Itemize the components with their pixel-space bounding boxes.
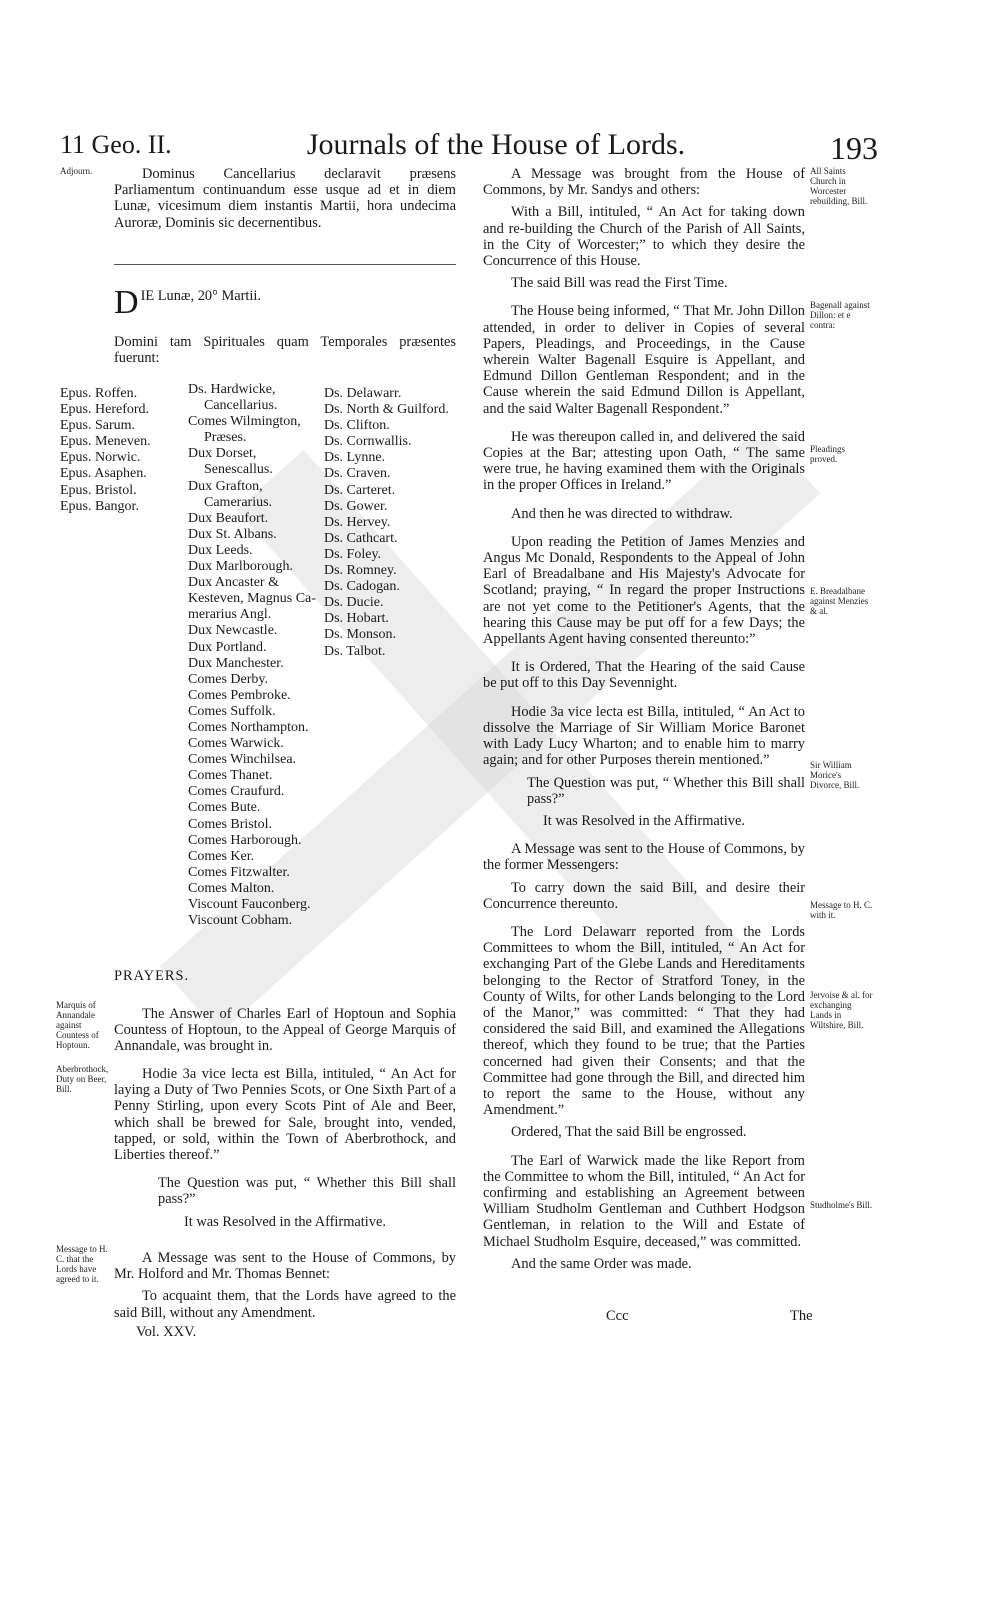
lord-entry: Ds. Hervey. [324, 514, 391, 530]
margin-note-bagenall: Bagenall against Dillon: et e contra: [810, 300, 870, 330]
lord-entry: Viscount Cobham. [188, 913, 293, 929]
paragraph-dillon-informed: The House being informed, “ That Mr. John Dillon attended, in order to deliver in Copies of several Papers, Pleadings, and Proceedings, in the Cause wherein Walter Bagenall Esquire is Appellant, and Edmund Dillon Gentleman Respondent; and in the Cause wherein the said Edmund Dillon is Appellant, and the said Walter Bagenall Respondent.” [483, 303, 805, 417]
lord-entry: Dux Beaufort. [188, 510, 269, 526]
paragraph-warwick-report: The Earl of Warwick made the like Report from the Committee to whom the Bill, intituled, “ An Act for confirming and establishing an Agreement between William Studholm Gentleman and Cuthbert Hodgson Gentleman, in relation to the Will and Estate of Michael Studholm Esquire, deceased,” was committed. [483, 1152, 805, 1250]
margin-note-breadalbane: E. Breadalbane against Menzies & al. [810, 586, 869, 616]
margin-note-jervoise: Jervoise & al. for exchanging Lands in Wiltshire, Bill. [810, 990, 873, 1030]
lord-entry: Dux Newcastle. [188, 623, 278, 639]
lord-entry: Viscount Fauconberg. [188, 897, 311, 912]
lord-entry: Comes Craufurd. [188, 784, 285, 800]
lord-entry: Ds. Talbot. [324, 643, 386, 659]
paragraph-first-reading: The said Bill was read the First Time. [511, 275, 728, 292]
adjourn-text: Dominus Cancellarius declaravit præsens Parliamentum continuandum esse usque ad et in diem Lunæ, vicesimum diem instantis Martii, hora undecima Auroræ, Dominis sic decernentibus. [114, 166, 456, 231]
lord-entry: Comes Bristol. [188, 816, 273, 832]
paragraph-delawarr-report: The Lord Delawarr reported from the Lords Committees to whom the Bill, intituled, “ An Act for exchanging Part of the Glebe Lands and Hereditaments belonging to the Rector of Stratford Toney, in the County of Wilts, for other Lands belonging to the Lord of the Manor,” was committed: “ That they had considered the said Bill, and examined the Allegations thereof, which they found to be true; that the Parties concerned had given their Consents; and that the Committee had gone through the Bill, and directed him to report the same to the House, without any Amendment.” [483, 923, 805, 1119]
margin-note-adjourn: Adjourn. [60, 166, 93, 176]
lord-entry: Comes Ker. [188, 848, 255, 864]
lord-entry: Ds. Cathcart. [324, 530, 398, 546]
lord-entry: merarius Angl. [188, 607, 272, 623]
lord-entry: Comes Thanet. [188, 768, 273, 784]
lord-entry: Ds. Hobart. [324, 611, 389, 627]
paragraph-same-order: And the same Order was made. [511, 1255, 692, 1272]
lord-entry: Dux Leeds. [188, 542, 253, 558]
lord-entry: Ds. Lynne. [324, 450, 386, 466]
date-heading [114, 284, 456, 321]
bishop-entry: Epus. Roffen. [60, 386, 138, 401]
paragraph-hearing-ordered: It is Ordered, That the Hearing of the said Cause be put off to this Day Sevennight. [483, 659, 805, 692]
lord-entry: Comes Northampton. [188, 719, 309, 735]
present-heading: Domini tam Spirituales quam Temporales præsentes fuerunt: [114, 334, 456, 367]
paragraph-worcester-bill: With a Bill, intituled, “ An Act for taking down and re-building the Church of the Parish of All Saints, in the City of Worcester;” to which they desire the Concurrence of this House. [483, 204, 805, 270]
bishop-entry: Epus. Hereford. [60, 402, 150, 418]
paragraph-question: The Question was put, “ Whether this Bill shall pass?” [527, 774, 805, 807]
lord-entry: Comes Fitzwalter. [188, 864, 290, 880]
adjourn-paragraph [114, 166, 456, 231]
lord-entry: Ds. Cadogan. [324, 579, 400, 595]
page-number: 193 [830, 130, 878, 166]
catchword: The [790, 1308, 813, 1324]
bishop-entry: Epus. Meneven. [60, 434, 151, 450]
paragraph-morice-bill: Hodie 3a vice lecta est Billa, intituled, “ An Act to dissolve the Marriage of Sir William Morice Baronet with Lady Lucy Wharton; and to enable him to marry again; and for other Purposes therein mentioned.” [483, 703, 805, 769]
date-dropcap: D [114, 284, 139, 321]
annandale-text: The Answer of Charles Earl of Hoptoun and Sophia Countess of Hoptoun, to the Appeal of George Marquis of Annandale, was brought in. [114, 1006, 456, 1055]
lord-entry: Ds. Delawarr. [324, 386, 402, 401]
right-column [483, 166, 805, 1272]
lord-entry: Cancellarius. [204, 398, 278, 414]
lord-entry: Ds. Gower. [324, 498, 388, 514]
lord-entry: Ds. Hardwicke, [188, 382, 276, 397]
aberbrothock-block [114, 1066, 456, 1230]
margin-note-studholme: Studholme's Bill. [810, 1200, 873, 1210]
aberbrothock-text: Hodie 3a vice lecta est Billa, intituled, “ An Act for laying a Duty of Two Pennies Scots, or One Sixth Part of a Penny Stirling, upon every Scots Pint of Ale and Beer, which shall be brewed for Sale, brought into, vended, tapped, or sold, within the Town of Aberbrothock, and Liberties thereof.” [114, 1066, 456, 1164]
lord-entry: Dux Portland. [188, 639, 267, 655]
margin-note-message: Message to H. C. that the Lords have agreed to it. [56, 1244, 108, 1284]
lord-entry: Comes Suffolk. [188, 703, 276, 719]
lord-entry: Ds. Clifton. [324, 418, 390, 434]
lord-entry: Ds. Foley. [324, 546, 382, 562]
lord-entry: Ds. Monson. [324, 627, 396, 643]
lord-entry: Ds. North & Guilford. [324, 402, 449, 418]
lord-entry: Ds. Ducie. [324, 595, 384, 611]
lord-entry: Ds. Carteret. [324, 482, 396, 498]
margin-note-aberbrothock: Aberbrothock, Duty on Beer, Bill. [56, 1064, 109, 1094]
margin-note-worcester: All Saints Church in Worcester rebuilding, Bill. [810, 166, 868, 206]
margin-note-morice: Sir William Morice's Divorce, Bill. [810, 760, 860, 790]
annandale-paragraph [114, 1006, 456, 1055]
lord-entry: Præses. [204, 430, 247, 446]
lord-entry: Dux St. Albans. [188, 526, 277, 542]
prayers-heading: PRAYERS. [114, 968, 190, 984]
paragraph-message-commons: A Message was brought from the House of Commons, by Mr. Sandys and others: [483, 166, 805, 199]
section-divider [114, 264, 456, 265]
message-block [114, 1250, 456, 1321]
lord-entry: Dux Manchester. [188, 655, 284, 671]
lord-entry: Comes Warwick. [188, 736, 284, 752]
margin-note-message-hc: Message to H. C. with it. [810, 900, 873, 920]
lord-entry: Comes Pembroke. [188, 687, 291, 703]
volume-label: Vol. XXV. [136, 1324, 197, 1340]
lord-entry: Senescallus. [204, 462, 273, 478]
question-text: The Question was put, “ Whether this Bill shall pass?” [158, 1175, 456, 1208]
date-text: IE Lunæ, 20° Martii. [140, 288, 262, 304]
lord-entry: Comes Harborough. [188, 832, 302, 848]
bishop-entry: Epus. Asaphen. [60, 466, 147, 482]
lord-entry: Dux Grafton, [188, 478, 263, 494]
lords-list-column-2 [324, 386, 449, 660]
lord-entry: Comes Wilmington, [188, 414, 301, 430]
margin-note-annandale: Marquis of Annandale against Countess of Hoptoun. [56, 1000, 99, 1050]
lord-entry: Comes Malton. [188, 880, 275, 896]
paragraph-carry-down: To carry down the said Bill, and desire their Concurrence thereunto. [483, 879, 805, 912]
paragraph-copies-delivered: He was thereupon called in, and delivered the said Copies at the Bar; attesting upon Oath, “ The same were true, he having examined them with the Originals in the proper Offices in Ireland.” [483, 428, 805, 494]
lord-entry: Comes Winchilsea. [188, 752, 297, 768]
bishops-list [60, 386, 151, 515]
page-title: Journals of the House of Lords. [306, 128, 686, 161]
lord-entry: Ds. Romney. [324, 563, 397, 579]
bishop-entry: Epus. Bangor. [60, 498, 139, 514]
lord-entry: Ds. Craven. [324, 466, 391, 482]
lord-entry: Comes Bute. [188, 800, 261, 816]
lord-entry: Dux Marlborough. [188, 559, 293, 575]
bishop-entry: Epus. Norwic. [60, 450, 141, 466]
lord-entry: Ds. Cornwallis. [324, 434, 412, 450]
paragraph-resolved: It was Resolved in the Affirmative. [543, 812, 745, 829]
running-head-regnal-year: 11 Geo. II. [60, 130, 172, 159]
margin-note-pleadings: Pleadings proved. [810, 444, 845, 464]
paragraph-withdraw: And then he was directed to withdraw. [511, 505, 733, 522]
signature-mark: Ccc [606, 1308, 629, 1324]
resolved-text: It was Resolved in the Affirmative. [184, 1213, 386, 1230]
lord-entry: Comes Derby. [188, 671, 268, 687]
lord-entry: Camerarius. [204, 494, 273, 510]
paragraph-menzies-petition: Upon reading the Petition of James Menzies and Angus Mc Donald, Respondents to the Appeal of John Earl of Breadalbane and His Majesty's Advocate for Scotland; praying, “ In regard the proper Instructions are not yet come to the Petitioner's Agents, that the hearing this Cause may be put off for a few Days; the Appellants Agent having consented thereunto:” [483, 533, 805, 648]
lord-entry: Dux Dorset, [188, 446, 257, 462]
bishop-entry: Epus. Sarum. [60, 418, 136, 434]
paragraph-message-sent: A Message was sent to the House of Commons, by the former Messengers: [483, 841, 805, 874]
bishop-entry: Epus. Bristol. [60, 482, 137, 498]
paragraph-engrossed: Ordered, That the said Bill be engrossed. [511, 1124, 747, 1141]
lords-list-column-1 [188, 382, 322, 929]
acquaint-text: To acquaint them, that the Lords have agreed to the said Bill, without any Amendment. [114, 1288, 456, 1321]
message-text: A Message was sent to the House of Commons, by Mr. Holford and Mr. Thomas Bennet: [114, 1250, 456, 1283]
lord-entry: Dux Ancaster & Kesteven, Magnus Ca- [188, 575, 316, 607]
